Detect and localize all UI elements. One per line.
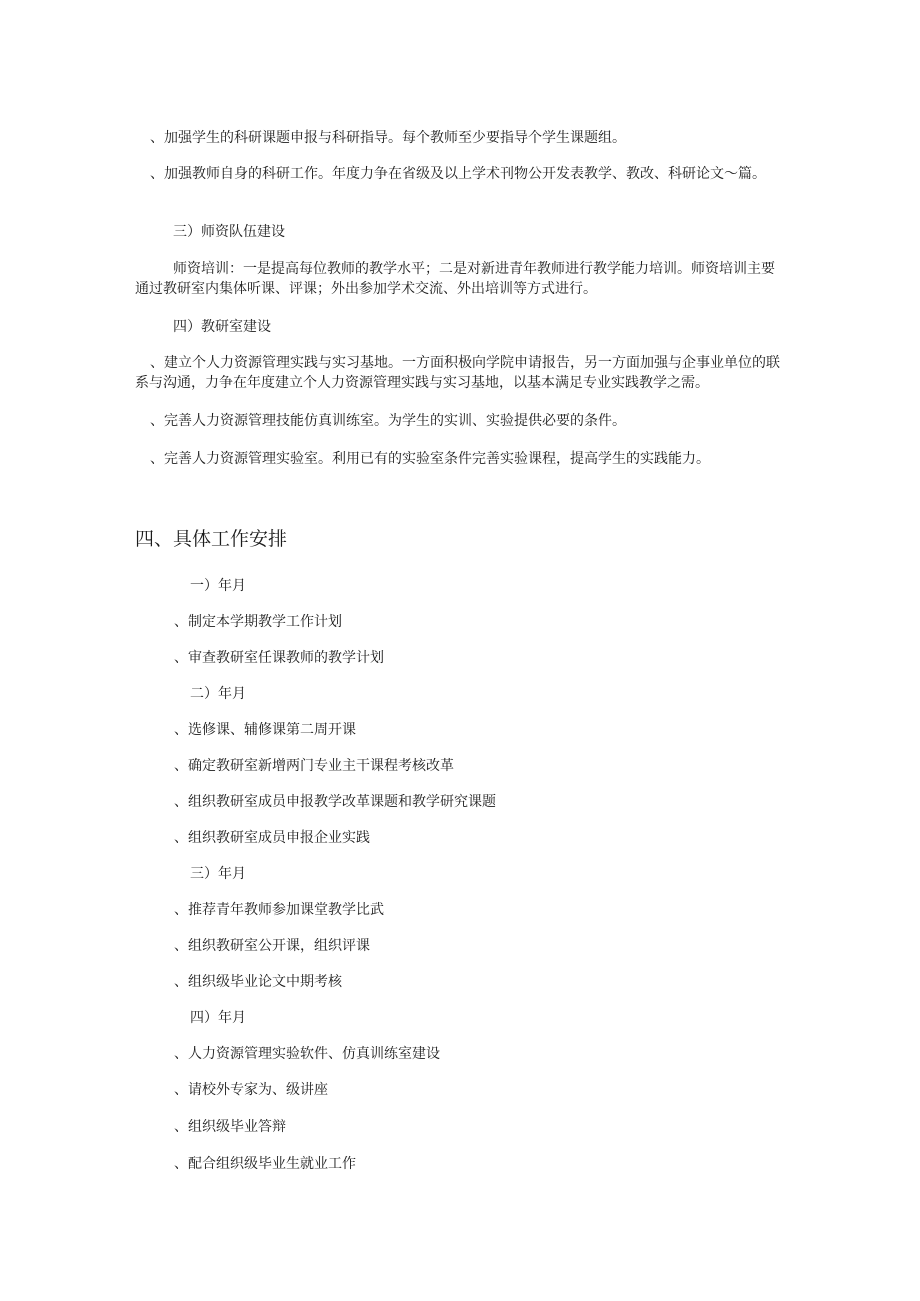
- month1-label: 一）年月: [190, 578, 246, 594]
- month1-item: 、审查教研室任课教师的教学计划: [174, 650, 384, 666]
- month4-item: 、配合组织级毕业生就业工作: [174, 1156, 356, 1172]
- month4-item: 、人力资源管理实验软件、仿真训练室建设: [174, 1046, 440, 1062]
- office-base-item: 、建立个人力资源管理实践与实习基地。一方面积极向学院申请报告，另一方面加强与企事业单位的联系与沟通，力争在年度建立个人力资源管理实践与实习基地，以基本满足专业实践教学之需。: [135, 355, 780, 391]
- month2-item: 、组织教研室成员申报企业实践: [174, 830, 370, 846]
- month3-label: 三）年月: [190, 866, 246, 882]
- month1-item: 、制定本学期教学工作计划: [174, 614, 342, 630]
- schedule-title: 四、具体工作安排: [135, 528, 288, 550]
- office-lab-item: 、完善人力资源管理实验室。利用已有的实验室条件完善实验课程，提高学生的实践能力。: [150, 451, 710, 467]
- office-heading: 四）教研室建设: [173, 319, 271, 335]
- month3-item: 、组织级毕业论文中期考核: [174, 974, 342, 990]
- faculty-body: 师资培训：一是提高每位教师的教学水平；二是对新进青年教师进行教学能力培训。师资培训主要通过教研室内集体听课、评课；外出参加学术交流、外出培训等方式进行。: [135, 261, 775, 297]
- month2-item: 、组织教研室成员申报教学改革课题和教学研究课题: [174, 794, 496, 810]
- month4-item: 、请校外专家为、级讲座: [174, 1082, 328, 1098]
- faculty-heading: 三）师资队伍建设: [173, 224, 285, 240]
- month4-item: 、组织级毕业答辩: [174, 1119, 286, 1135]
- month2-item: 、确定教研室新增两门专业主干课程考核改革: [174, 758, 454, 774]
- month2-label: 二）年月: [190, 686, 246, 702]
- month3-item: 、推荐青年教师参加课堂教学比武: [174, 902, 384, 918]
- teacher-research-item: 、加强教师自身的科研工作。年度力争在省级及以上学术刊物公开发表教学、教改、科研论文～篇。: [150, 166, 766, 182]
- month3-item: 、组织教研室公开课，组织评课: [174, 938, 370, 954]
- office-sim-room-item: 、完善人力资源管理技能仿真训练室。为学生的实训、实验提供必要的条件。: [150, 413, 626, 429]
- month2-item: 、选修课、辅修课第二周开课: [174, 722, 356, 738]
- month4-label: 四）年月: [190, 1010, 246, 1026]
- research-guidance-item: 、加强学生的科研课题申报与科研指导。每个教师至少要指导个学生课题组。: [150, 130, 626, 146]
